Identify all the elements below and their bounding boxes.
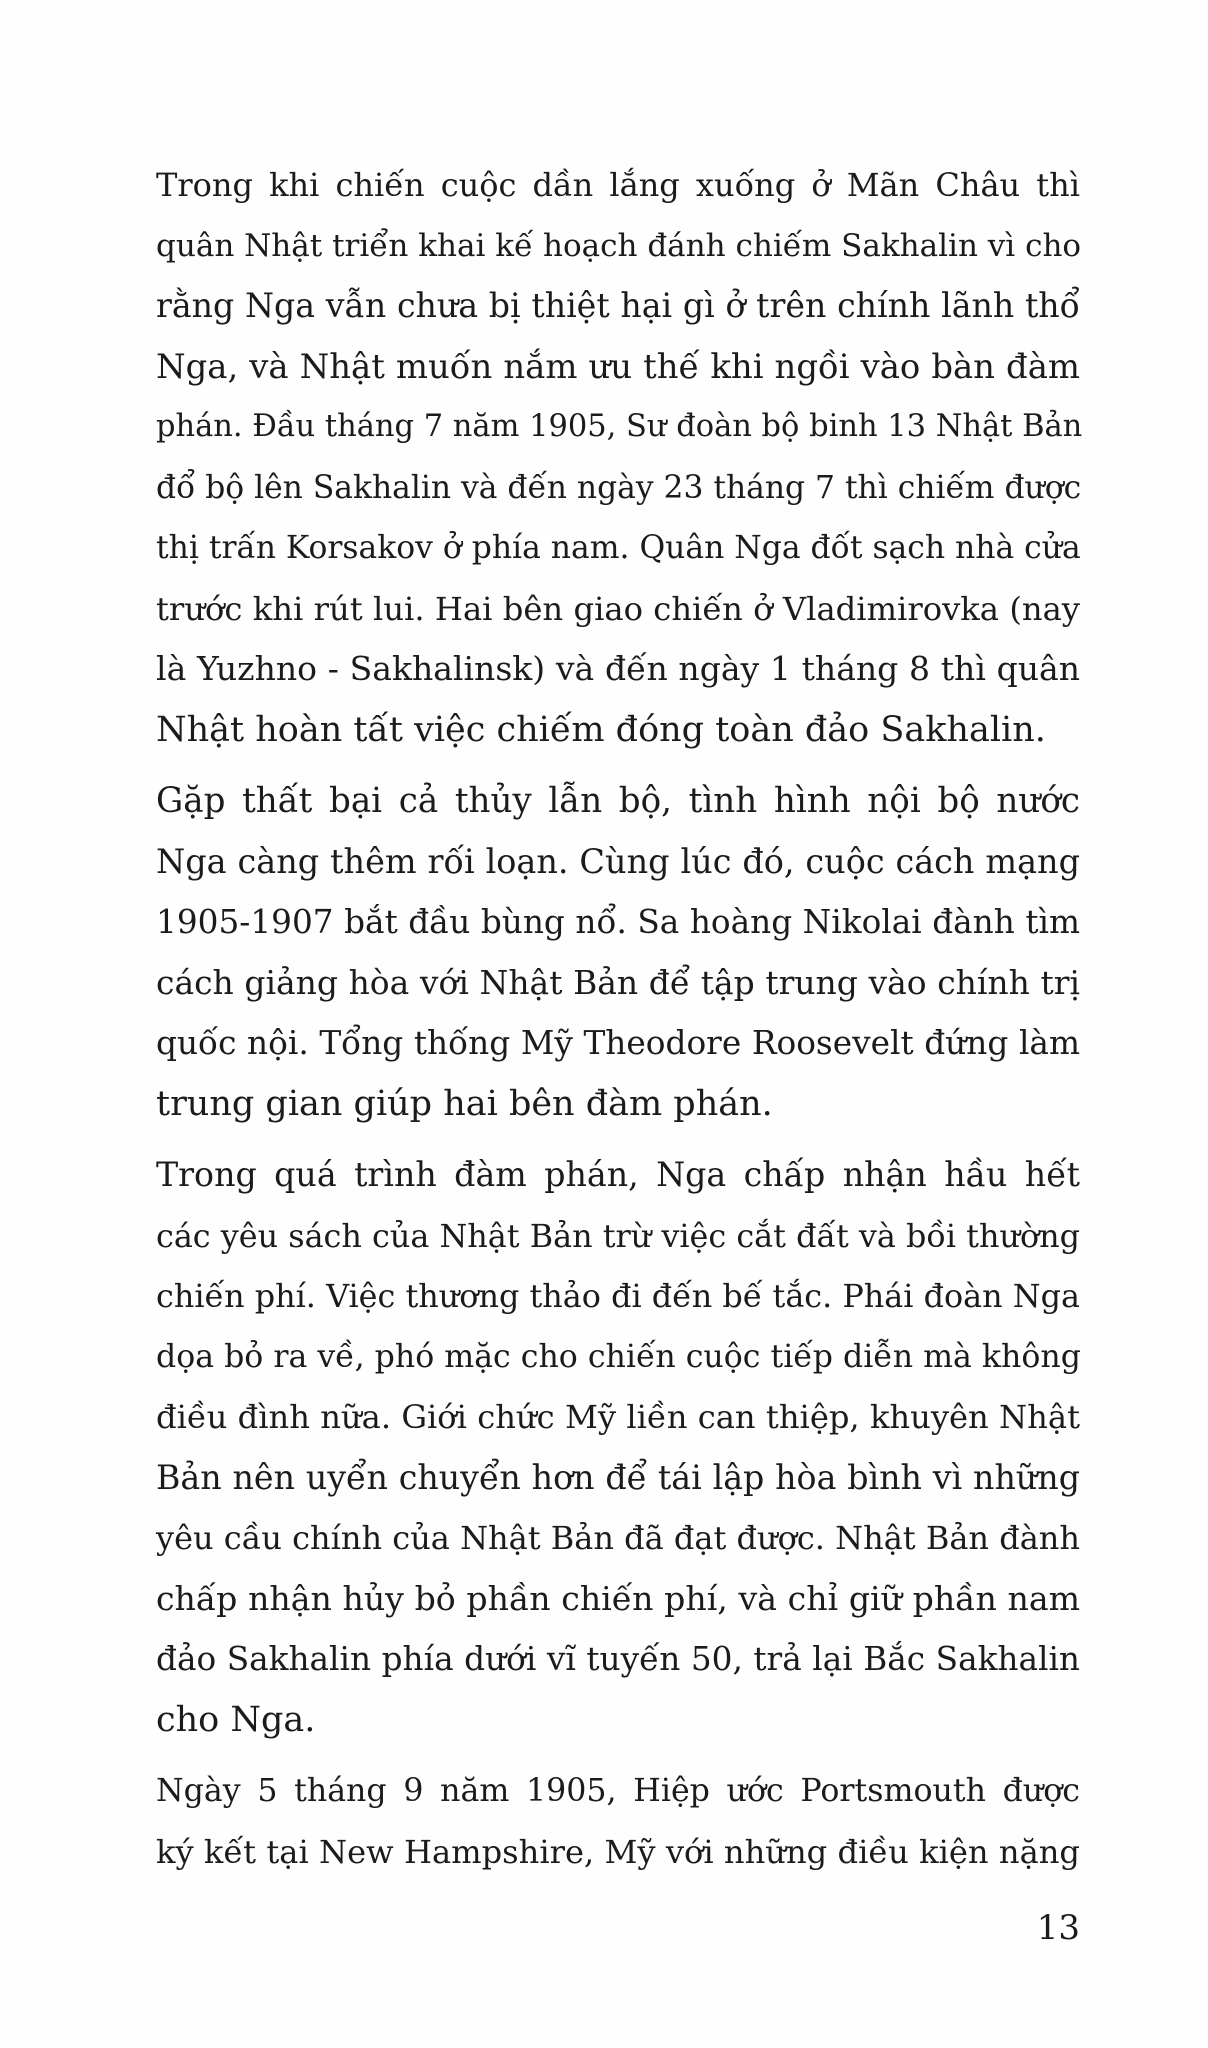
text-line: Bản nên uyển chuyển hơn để tái lập hòa bình vì những <box>156 1457 1080 1497</box>
text-line: Nhật hoàn tất việc chiếm đóng toàn đảo Sakhalin. <box>156 709 1046 750</box>
body-text <box>96 155 1083 1882</box>
text-line: chấp nhận hủy bỏ phần chiến phí, và chỉ giữ phần nam <box>156 1578 1080 1618</box>
text-line: yêu cầu chính của Nhật Bản đã đạt được. Nhật Bản đành <box>156 1519 1080 1557</box>
text-line: cho Nga. <box>156 1699 316 1740</box>
paragraph-3 <box>96 1145 1080 1750</box>
text-line: Ngày 5 tháng 9 năm 1905, Hiệp ước Portsmouth được <box>156 1773 1080 1809</box>
text-line: Trong khi chiến cuộc dần lắng xuống ở Mãn Châu thì <box>156 166 1080 204</box>
page-number: 13 <box>1036 1908 1080 1948</box>
text-line: 1905-1907 bắt đầu bùng nổ. Sa hoàng Nikolai đành tìm <box>156 903 1080 941</box>
text-line: trước khi rút lui. Hai bên giao chiến ở Vladimirovka (nay <box>156 589 1080 628</box>
text-line: rằng Nga vẫn chưa bị thiệt hại gì ở trên chính lãnh thổ <box>156 286 1080 325</box>
text-line: các yêu sách của Nhật Bản trừ việc cắt đất và bồi thường <box>156 1216 1080 1255</box>
text-line: ký kết tại New Hampshire, Mỹ với những điều kiện nặng <box>156 1832 1080 1871</box>
text-line: dọa bỏ ra về, phó mặc cho chiến cuộc tiếp diễn mà không <box>156 1338 1081 1375</box>
text-line: là Yuzhno - Sakhalinsk) và đến ngày 1 tháng 8 thì quân <box>156 649 1080 688</box>
text-line: đảo Sakhalin phía dưới vĩ tuyến 50, trả lại Bắc Sakhalin <box>156 1640 1080 1678</box>
paragraph-4 <box>96 1761 1080 1882</box>
text-line: trung gian giúp hai bên đàm phán. <box>156 1083 773 1124</box>
text-line: Trong quá trình đàm phán, Nga chấp nhận hầu hết <box>156 1155 1080 1194</box>
text-line: Gặp thất bại cả thủy lẫn bộ, tình hình nội bộ nước <box>156 781 1080 821</box>
text-line: cách giảng hòa với Nhật Bản để tập trung vào chính trị <box>156 962 1080 1002</box>
text-line: phán. Đầu tháng 7 năm 1905, Sư đoàn bộ binh 13 Nhật Bản <box>156 409 1083 444</box>
paragraph-2 <box>96 771 1080 1134</box>
text-line: thị trấn Korsakov ở phía nam. Quân Nga đốt sạch nhà cửa <box>156 530 1081 566</box>
text-line: đổ bộ lên Sakhalin và đến ngày 23 tháng 7 thì chiếm được <box>156 469 1082 506</box>
text-line: điều đình nữa. Giới chức Mỹ liền can thiệp, khuyên Nhật <box>156 1398 1080 1436</box>
text-line: quân Nhật triển khai kế hoạch đánh chiếm Sakhalin vì cho <box>156 227 1082 264</box>
text-line: chiến phí. Việc thương thảo đi đến bế tắc. Phái đoàn Nga <box>156 1277 1080 1315</box>
text-line: Nga càng thêm rối loạn. Cùng lúc đó, cuộc cách mạng <box>156 841 1080 881</box>
text-line: quốc nội. Tổng thống Mỹ Theodore Roosevelt đứng làm <box>156 1024 1080 1062</box>
paragraph-1 <box>96 155 1083 760</box>
text-line: Nga, và Nhật muốn nắm ưu thế khi ngồi vào bàn đàm <box>156 346 1080 386</box>
